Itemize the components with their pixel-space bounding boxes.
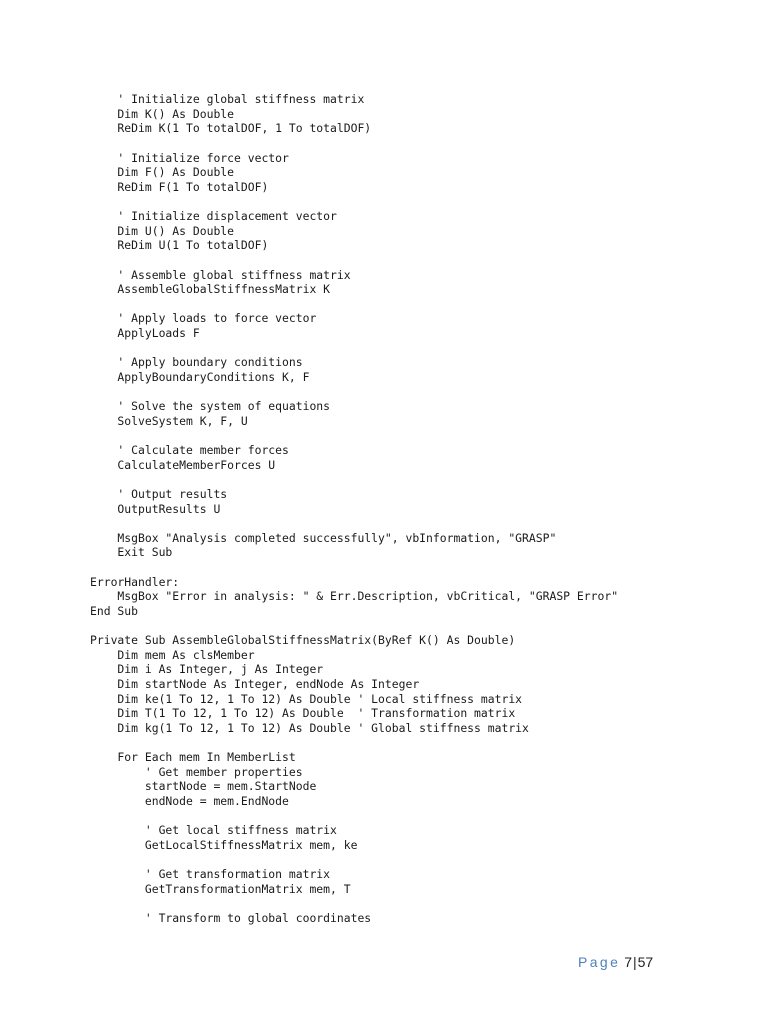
code-line: endNode = mem.EndNode — [90, 794, 289, 808]
code-line: ApplyBoundaryConditions K, F — [90, 369, 310, 384]
code-line: Dim U() As Double — [90, 223, 235, 238]
code-line: GetTransformationMatrix mem, T — [90, 881, 351, 896]
code-line: Dim F() As Double — [90, 165, 235, 180]
code-line: SolveSystem K, F, U — [90, 413, 248, 428]
code-line: ' Initialize force vector — [90, 150, 289, 165]
code-line: Dim ke(1 To 12, 1 To 12) As Double ' Local stiffness matrix — [90, 691, 523, 706]
code-line: ' Calculate member forces — [90, 443, 289, 457]
code-line: AssembleGlobalStiffnessMatrix K — [90, 282, 331, 297]
code-line: ApplyLoads F — [90, 326, 200, 340]
code-line — [90, 896, 750, 911]
code-line — [90, 619, 750, 634]
code-line: ' Output results — [90, 486, 228, 501]
code-line: ' Solve the system of equations — [90, 399, 331, 414]
code-line: ReDim K(1 To totalDOF, 1 To totalDOF) — [90, 121, 372, 136]
code-line — [90, 194, 750, 209]
code-line — [90, 297, 750, 312]
code-line: MsgBox "Analysis completed successfully", vbInformation, "GRASP" — [90, 530, 557, 545]
code-line — [90, 428, 750, 443]
code-line: Dim T(1 To 12, 1 To 12) As Double ' Transformation matrix — [90, 706, 516, 721]
page-total: 57 — [637, 954, 654, 970]
code-line: ' Transform to global coordinates — [90, 911, 372, 925]
code-line — [90, 472, 750, 487]
code-line — [90, 853, 750, 868]
code-line: End Sub — [90, 603, 139, 618]
code-line: ReDim U(1 To totalDOF) — [90, 238, 269, 253]
code-line: Exit Sub — [90, 545, 173, 560]
code-block — [90, 92, 750, 926]
page-number: 7 — [624, 954, 632, 970]
page-label: Page — [578, 954, 621, 970]
code-line — [90, 136, 750, 151]
code-line: Dim mem As clsMember — [90, 647, 255, 662]
code-line: ' Get local stiffness matrix — [90, 823, 337, 838]
code-line — [90, 341, 750, 356]
code-line — [90, 253, 750, 268]
code-line: MsgBox "Error in analysis: " & Err.Description, vbCritical, "GRASP Error" — [90, 589, 619, 604]
code-line: Dim startNode As Integer, endNode As Integer — [90, 677, 420, 691]
code-line: ReDim F(1 To totalDOF) — [90, 179, 269, 194]
code-line — [90, 736, 750, 751]
page-footer — [578, 953, 653, 971]
code-line: Private Sub AssembleGlobalStiffnessMatrix(ByRef K() As Double) — [90, 633, 516, 648]
page-separator: | — [632, 954, 637, 970]
code-line: ErrorHandler: — [90, 574, 180, 589]
code-line: Dim kg(1 To 12, 1 To 12) As Double ' Global stiffness matrix — [90, 720, 529, 735]
code-line: ' Get member properties — [90, 764, 303, 779]
code-line: OutputResults U — [90, 501, 221, 516]
code-line: startNode = mem.StartNode — [90, 779, 317, 794]
code-line: ' Apply loads to force vector — [90, 311, 317, 326]
code-line: ' Assemble global stiffness matrix — [90, 267, 351, 282]
code-line: For Each mem In MemberList — [90, 750, 296, 765]
code-line: Dim i As Integer, j As Integer — [90, 662, 324, 677]
code-line: Dim K() As Double — [90, 106, 235, 121]
code-line: ' Initialize global stiffness matrix — [90, 92, 365, 106]
code-line: CalculateMemberForces U — [90, 457, 276, 472]
code-line — [90, 560, 750, 575]
code-line — [90, 809, 750, 824]
code-line: ' Get transformation matrix — [90, 867, 331, 882]
code-line: ' Initialize displacement vector — [90, 209, 337, 223]
code-line: ' Apply boundary conditions — [90, 355, 303, 370]
code-line: GetLocalStiffnessMatrix mem, ke — [90, 837, 358, 852]
code-line — [90, 385, 750, 400]
code-line — [90, 516, 750, 531]
